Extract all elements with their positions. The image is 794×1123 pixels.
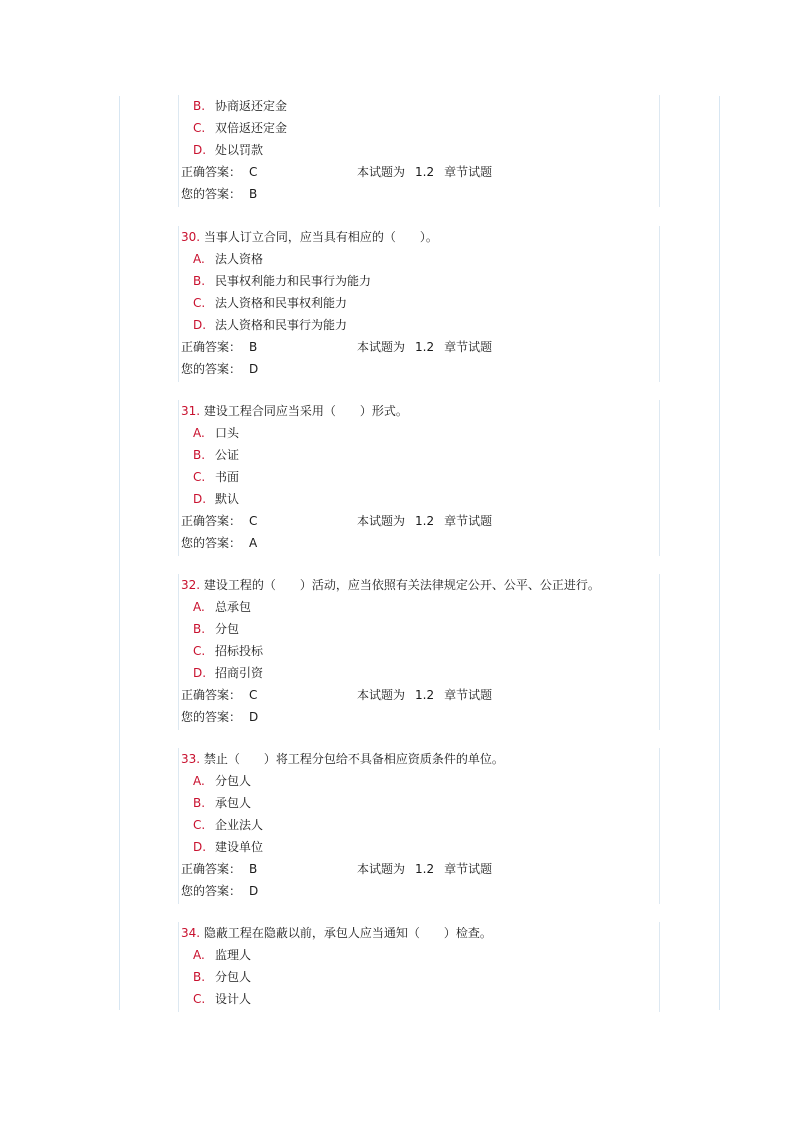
option-letter: A. — [193, 600, 205, 614]
correct-answer-value: B — [249, 340, 258, 354]
block-right-rule — [659, 574, 660, 730]
option-1 — [193, 944, 251, 966]
option-letter: A. — [193, 774, 205, 788]
question-text — [181, 922, 492, 944]
score-label: 本试题为 — [357, 514, 406, 528]
correct-answer-label: 正确答案： — [181, 340, 242, 354]
block-right-rule — [659, 226, 660, 382]
correct-answer-row — [181, 510, 493, 532]
option-4 — [193, 488, 239, 510]
question-stem: 隐蔽工程在隐蔽以前，承包人应当通知（ ）检查。 — [203, 926, 492, 940]
option-letter: A. — [193, 426, 205, 440]
option-letter: C. — [193, 992, 206, 1006]
option-letter: C. — [193, 644, 206, 658]
option-text: 分包人 — [215, 774, 252, 788]
right-border — [719, 96, 720, 1010]
your-answer-value: D — [249, 362, 259, 376]
block-left-rule — [178, 748, 179, 904]
option-text: 建设单位 — [215, 840, 264, 854]
option-3 — [193, 988, 251, 1010]
option-letter: D. — [193, 840, 207, 854]
option-letter: C. — [193, 121, 206, 135]
your-answer-row — [181, 183, 257, 205]
block-right-rule — [659, 922, 660, 1012]
option-letter: D. — [193, 318, 207, 332]
option-letter: A. — [193, 948, 205, 962]
option-3 — [193, 814, 263, 836]
block-right-rule — [659, 748, 660, 904]
option-1 — [193, 422, 239, 444]
your-answer-row — [181, 880, 258, 902]
question-text — [181, 574, 600, 596]
question-block — [181, 226, 661, 382]
your-answer-value: D — [249, 710, 259, 724]
score-value: 1.2 — [415, 165, 435, 179]
option-1 — [193, 596, 251, 618]
your-answer-label: 您的答案： — [181, 710, 242, 724]
correct-answer-label: 正确答案： — [181, 862, 242, 876]
option-text: 公证 — [215, 448, 240, 462]
option-letter: B. — [193, 99, 206, 113]
option-text: 承包人 — [215, 796, 252, 810]
correct-answer-value: C — [249, 514, 258, 528]
score-value: 1.2 — [415, 340, 435, 354]
option-text: 法人资格和民事权利能力 — [215, 296, 348, 310]
option-2 — [193, 618, 239, 640]
option-4 — [193, 662, 263, 684]
score-info — [357, 510, 502, 532]
option-text: 双倍返还定金 — [215, 121, 288, 135]
option-4 — [193, 314, 347, 336]
question-block — [181, 95, 661, 207]
question-number: 32. — [181, 578, 201, 592]
your-answer-label: 您的答案： — [181, 536, 242, 550]
question-block — [181, 574, 661, 730]
option-text: 默认 — [215, 492, 240, 506]
your-answer-row — [181, 706, 258, 728]
option-2 — [193, 444, 239, 466]
question-text — [181, 400, 408, 422]
option-letter: D. — [193, 492, 207, 506]
option-letter: B. — [193, 622, 206, 636]
option-3 — [193, 640, 263, 662]
option-text: 总承包 — [215, 600, 252, 614]
block-left-rule — [178, 95, 179, 207]
option-letter: D. — [193, 143, 207, 157]
chapter-label: 章节试题 — [444, 514, 493, 528]
score-label: 本试题为 — [357, 340, 406, 354]
option-text: 设计人 — [215, 992, 252, 1006]
option-3 — [193, 292, 347, 314]
option-4 — [193, 836, 263, 858]
option-letter: A. — [193, 252, 205, 266]
score-label: 本试题为 — [357, 165, 406, 179]
your-answer-row — [181, 532, 257, 554]
option-text: 企业法人 — [215, 818, 264, 832]
option-text: 口头 — [215, 426, 240, 440]
option-letter: B. — [193, 274, 206, 288]
your-answer-value: D — [249, 884, 259, 898]
option-letter: B. — [193, 970, 206, 984]
question-block — [181, 922, 661, 1012]
question-number: 34. — [181, 926, 201, 940]
option-3 — [193, 139, 263, 161]
chapter-label: 章节试题 — [444, 340, 493, 354]
option-2 — [193, 270, 371, 292]
score-info — [357, 336, 502, 358]
block-left-rule — [178, 574, 179, 730]
question-number: 31. — [181, 404, 201, 418]
score-label: 本试题为 — [357, 862, 406, 876]
correct-answer-label: 正确答案： — [181, 514, 242, 528]
your-answer-value: A — [249, 536, 258, 550]
block-left-rule — [178, 226, 179, 382]
option-1 — [193, 95, 287, 117]
correct-answer-value: C — [249, 165, 258, 179]
option-text: 分包人 — [215, 970, 252, 984]
your-answer-label: 您的答案： — [181, 884, 242, 898]
option-letter: C. — [193, 818, 206, 832]
option-2 — [193, 117, 287, 139]
option-2 — [193, 966, 251, 988]
option-text: 法人资格 — [215, 252, 264, 266]
score-info — [357, 858, 502, 880]
your-answer-label: 您的答案： — [181, 187, 242, 201]
question-number: 33. — [181, 752, 201, 766]
option-text: 民事权利能力和民事行为能力 — [215, 274, 372, 288]
question-stem: 建设工程合同应当采用（ ）形式。 — [203, 404, 408, 418]
correct-answer-label: 正确答案： — [181, 688, 242, 702]
question-text — [181, 748, 504, 770]
option-letter: C. — [193, 470, 206, 484]
correct-answer-row — [181, 684, 493, 706]
option-text: 招商引资 — [215, 666, 264, 680]
option-text: 分包 — [215, 622, 240, 636]
question-stem: 禁止（ ）将工程分包给不具备相应资质条件的单位。 — [203, 752, 504, 766]
block-right-rule — [659, 400, 660, 556]
question-block — [181, 748, 661, 904]
score-info — [357, 684, 502, 706]
option-text: 书面 — [215, 470, 240, 484]
chapter-label: 章节试题 — [444, 165, 493, 179]
score-label: 本试题为 — [357, 688, 406, 702]
your-answer-label: 您的答案： — [181, 362, 242, 376]
question-text — [181, 226, 438, 248]
option-text: 处以罚款 — [215, 143, 264, 157]
score-info — [357, 161, 502, 183]
option-letter: C. — [193, 296, 206, 310]
chapter-label: 章节试题 — [444, 862, 493, 876]
option-letter: B. — [193, 448, 206, 462]
question-stem: 当事人订立合同，应当具有相应的（ ）。 — [203, 230, 438, 244]
option-1 — [193, 248, 263, 270]
score-value: 1.2 — [415, 514, 435, 528]
correct-answer-label: 正确答案： — [181, 165, 242, 179]
score-value: 1.2 — [415, 688, 435, 702]
question-block — [181, 400, 661, 556]
option-3 — [193, 466, 239, 488]
your-answer-row — [181, 358, 258, 380]
left-border — [119, 96, 120, 1010]
correct-answer-row — [181, 336, 493, 358]
question-number: 30. — [181, 230, 201, 244]
block-left-rule — [178, 922, 179, 1012]
option-letter: D. — [193, 666, 207, 680]
score-value: 1.2 — [415, 862, 435, 876]
option-2 — [193, 792, 251, 814]
your-answer-value: B — [249, 187, 258, 201]
block-left-rule — [178, 400, 179, 556]
correct-answer-row — [181, 161, 493, 183]
option-text: 法人资格和民事行为能力 — [215, 318, 348, 332]
option-text: 协商返还定金 — [215, 99, 288, 113]
correct-answer-value: C — [249, 688, 258, 702]
question-stem: 建设工程的（ ）活动，应当依照有关法律规定公开、公平、公正进行。 — [203, 578, 600, 592]
option-text: 监理人 — [215, 948, 252, 962]
option-text: 招标投标 — [215, 644, 264, 658]
option-1 — [193, 770, 251, 792]
option-letter: B. — [193, 796, 206, 810]
chapter-label: 章节试题 — [444, 688, 493, 702]
block-right-rule — [659, 95, 660, 207]
correct-answer-value: B — [249, 862, 258, 876]
correct-answer-row — [181, 858, 493, 880]
